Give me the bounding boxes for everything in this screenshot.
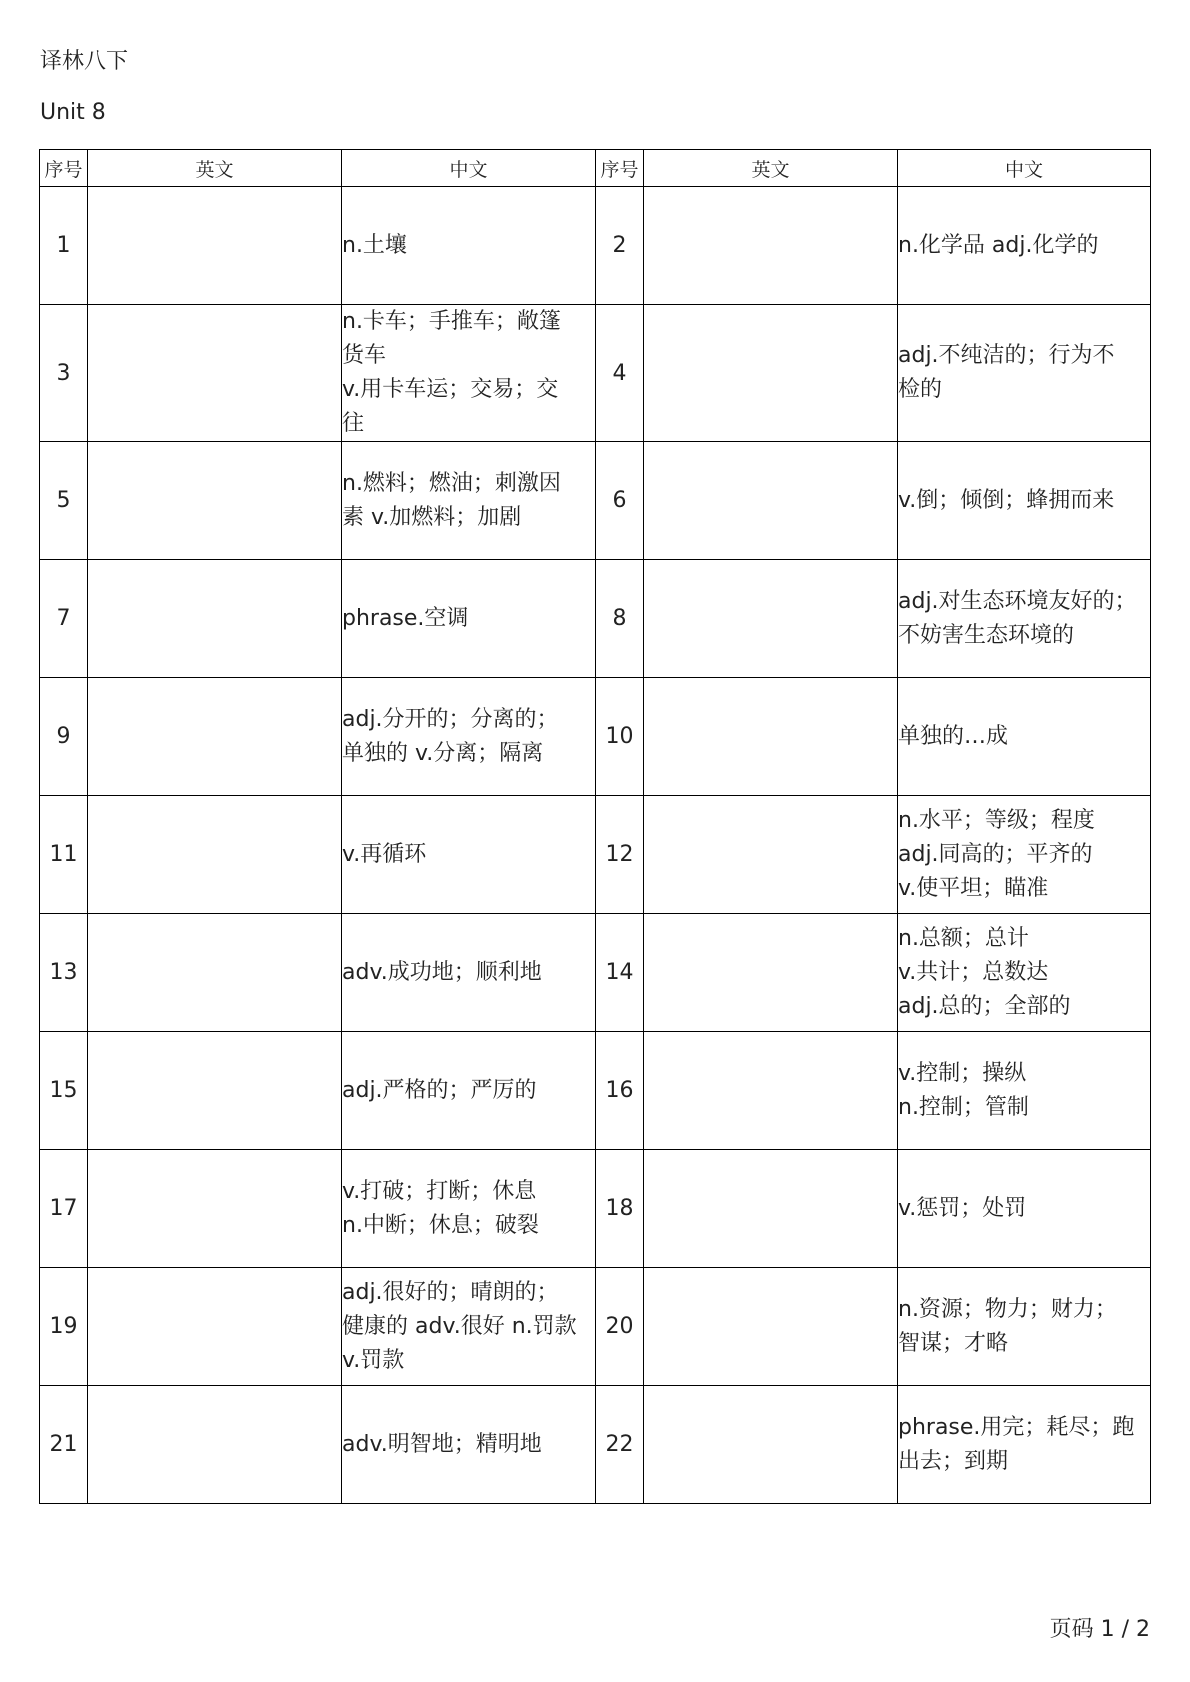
unit-label: Unit 8	[40, 100, 106, 125]
chinese-meaning-line: adv.成功地；顺利地	[342, 959, 542, 985]
english-answer-cell[interactable]	[644, 1268, 898, 1386]
table-row	[40, 1386, 1151, 1504]
english-answer-cell[interactable]	[88, 305, 342, 442]
chinese-meaning-cell	[898, 305, 1151, 442]
chinese-meaning-line: 素 v.加燃料；加剧	[342, 504, 522, 530]
chinese-meaning-cell	[342, 1386, 596, 1504]
chinese-meaning-cell	[898, 1150, 1151, 1268]
chinese-meaning-cell	[342, 914, 596, 1032]
chinese-meaning-line: adj.不纯洁的；行为不	[898, 343, 1115, 368]
item-number: 13	[40, 914, 88, 1032]
header-num-right: 序号	[596, 150, 644, 187]
item-number: 21	[40, 1386, 88, 1504]
chinese-meaning-line: adj.分开的；分离的；	[342, 706, 559, 732]
chinese-meaning-line: n.燃料；燃油；刺激因	[342, 470, 561, 496]
item-number: 5	[40, 442, 88, 560]
english-answer-cell[interactable]	[644, 305, 898, 442]
table-row	[40, 305, 1151, 442]
table-row	[40, 1032, 1151, 1150]
chinese-meaning-line: adj.同高的；平齐的	[898, 841, 1093, 867]
english-answer-cell[interactable]	[644, 914, 898, 1032]
chinese-meaning-line: adj.严格的；严厉的	[342, 1077, 537, 1103]
item-number: 3	[40, 305, 88, 442]
table-row	[40, 187, 1151, 305]
chinese-meaning-cell	[898, 1386, 1151, 1504]
english-answer-cell[interactable]	[88, 560, 342, 678]
chinese-meaning-cell	[342, 796, 596, 914]
table-row	[40, 1150, 1151, 1268]
chinese-meaning-line: v.使平坦；瞄准	[898, 875, 1049, 901]
english-answer-cell[interactable]	[644, 442, 898, 560]
table-row	[40, 678, 1151, 796]
header-num-left: 序号	[40, 150, 88, 187]
table-row	[40, 560, 1151, 678]
chinese-meaning-cell	[342, 560, 596, 678]
chinese-meaning-cell	[342, 1150, 596, 1268]
header-cn-left: 中文	[342, 150, 596, 187]
chinese-meaning-cell	[898, 1032, 1151, 1150]
chinese-meaning-line: adj.总的；全部的	[898, 993, 1071, 1019]
chinese-meaning-line: 单独的…成	[898, 723, 1009, 749]
english-answer-cell[interactable]	[88, 187, 342, 305]
chinese-meaning-cell	[898, 560, 1151, 678]
chinese-meaning-line: v.惩罚；处罚	[898, 1195, 1027, 1221]
item-number: 6	[596, 442, 644, 560]
item-number: 10	[596, 678, 644, 796]
item-number: 9	[40, 678, 88, 796]
english-answer-cell[interactable]	[88, 442, 342, 560]
table-row	[40, 442, 1151, 560]
english-answer-cell[interactable]	[88, 1032, 342, 1150]
chinese-meaning-cell	[342, 305, 596, 442]
item-number: 7	[40, 560, 88, 678]
chinese-meaning-line: n.控制；管制	[898, 1094, 1029, 1120]
chinese-meaning-line: phrase.用完；耗尽；跑	[898, 1414, 1135, 1440]
item-number: 17	[40, 1150, 88, 1268]
chinese-meaning-cell	[898, 187, 1151, 305]
chinese-meaning-line: n.水平；等级；程度	[898, 807, 1095, 833]
english-answer-cell[interactable]	[88, 796, 342, 914]
chinese-meaning-line: v.再循环	[342, 841, 427, 867]
chinese-meaning-line: 单独的 v.分离；隔离	[342, 740, 544, 766]
english-answer-cell[interactable]	[644, 1032, 898, 1150]
chinese-meaning-cell	[898, 442, 1151, 560]
chinese-meaning-line: n.土壤	[342, 232, 407, 258]
chinese-meaning-line: n.中断；休息；破裂	[342, 1212, 539, 1238]
chinese-meaning-line: v.打破；打断；休息	[342, 1178, 537, 1204]
table-row	[40, 914, 1151, 1032]
header-cn-right: 中文	[898, 150, 1151, 187]
chinese-meaning-line: v.共计；总数达	[898, 959, 1049, 985]
chinese-meaning-cell	[898, 1268, 1151, 1386]
chinese-meaning-line: n.总额；总计	[898, 925, 1029, 951]
header-en-left: 英文	[88, 150, 342, 187]
chinese-meaning-cell	[342, 1268, 596, 1386]
english-answer-cell[interactable]	[88, 1386, 342, 1504]
chinese-meaning-cell	[342, 187, 596, 305]
page-number: 页码 1 / 2	[1049, 1617, 1150, 1642]
item-number: 18	[596, 1150, 644, 1268]
chinese-meaning-line: 智谋；才略	[898, 1330, 1009, 1356]
chinese-meaning-line: adv.明智地；精明地	[342, 1431, 542, 1457]
item-number: 20	[596, 1268, 644, 1386]
chinese-meaning-line: v.用卡车运；交易；交	[342, 377, 559, 402]
chinese-meaning-line: v.罚款	[342, 1347, 405, 1373]
item-number: 8	[596, 560, 644, 678]
chinese-meaning-line: 健康的 adv.很好 n.罚款	[342, 1313, 577, 1339]
chinese-meaning-line: n.卡车；手推车；敞篷	[342, 309, 561, 334]
item-number: 16	[596, 1032, 644, 1150]
english-answer-cell[interactable]	[88, 914, 342, 1032]
item-number: 11	[40, 796, 88, 914]
english-answer-cell[interactable]	[644, 1150, 898, 1268]
item-number: 14	[596, 914, 644, 1032]
chinese-meaning-line: 往	[342, 411, 365, 436]
english-answer-cell[interactable]	[644, 1386, 898, 1504]
item-number: 4	[596, 305, 644, 442]
chinese-meaning-cell	[898, 678, 1151, 796]
header-en-right: 英文	[644, 150, 898, 187]
vocab-table	[39, 149, 1151, 1504]
chinese-meaning-line: 货车	[342, 343, 387, 368]
english-answer-cell[interactable]	[644, 796, 898, 914]
chinese-meaning-line: 不妨害生态环境的	[898, 622, 1075, 648]
english-answer-cell[interactable]	[644, 678, 898, 796]
vocab-body	[40, 187, 1151, 1504]
chinese-meaning-line: phrase.空调	[342, 605, 469, 631]
chinese-meaning-line: n.化学品 adj.化学的	[898, 232, 1099, 258]
item-number: 22	[596, 1386, 644, 1504]
chinese-meaning-cell	[898, 914, 1151, 1032]
item-number: 1	[40, 187, 88, 305]
chinese-meaning-cell	[898, 796, 1151, 914]
item-number: 15	[40, 1032, 88, 1150]
english-answer-cell[interactable]	[88, 678, 342, 796]
item-number: 19	[40, 1268, 88, 1386]
english-answer-cell[interactable]	[644, 560, 898, 678]
item-number: 12	[596, 796, 644, 914]
item-number: 2	[596, 187, 644, 305]
chinese-meaning-line: adj.很好的；晴朗的；	[342, 1279, 559, 1305]
chinese-meaning-cell	[342, 442, 596, 560]
chinese-meaning-line: 出去；到期	[898, 1448, 1009, 1474]
table-row	[40, 1268, 1151, 1386]
table-row	[40, 796, 1151, 914]
chinese-meaning-line: v.控制；操纵	[898, 1060, 1027, 1086]
chinese-meaning-cell	[342, 678, 596, 796]
english-answer-cell[interactable]	[88, 1268, 342, 1386]
english-answer-cell[interactable]	[88, 1150, 342, 1268]
chinese-meaning-line: n.资源；物力；财力；	[898, 1296, 1117, 1322]
chinese-meaning-line: adj.对生态环境友好的；	[898, 588, 1137, 614]
chinese-meaning-line: 检的	[898, 377, 943, 402]
english-answer-cell[interactable]	[644, 187, 898, 305]
chinese-meaning-cell	[342, 1032, 596, 1150]
chinese-meaning-line: v.倒；倾倒；蜂拥而来	[898, 487, 1115, 513]
page-title: 译林八下	[40, 49, 129, 74]
table-header-row	[40, 150, 1151, 187]
